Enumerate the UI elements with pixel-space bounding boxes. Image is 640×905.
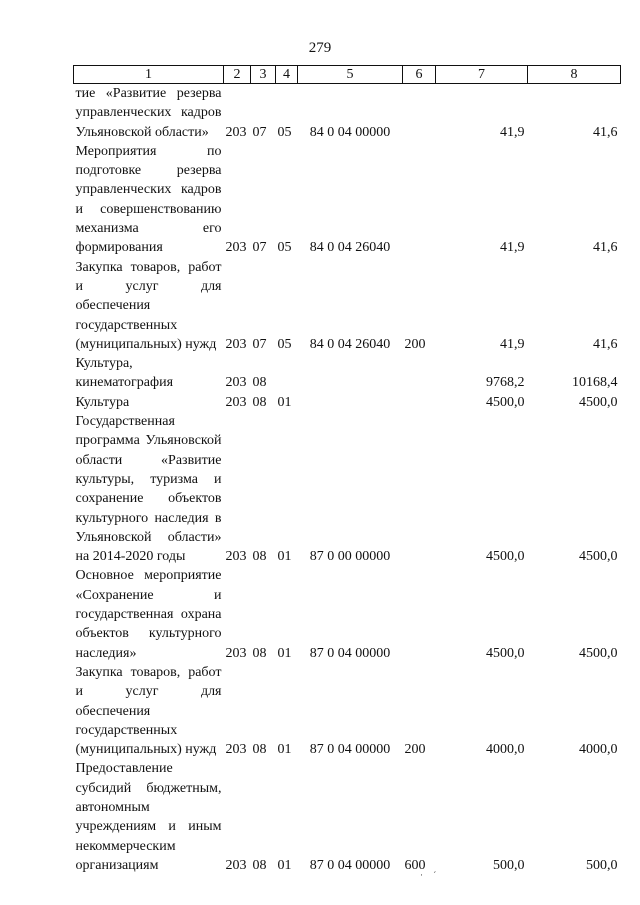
- row-admin-code: 203: [225, 124, 247, 140]
- row-target-article: 84 0 04 00000: [309, 124, 391, 140]
- row-subsection: 05: [277, 240, 292, 256]
- row-admin-code: 203: [225, 742, 247, 758]
- row-amount-year-1: 4000,0: [486, 742, 525, 758]
- row-expense-type: [403, 412, 436, 566]
- column-header: 5: [298, 66, 403, 84]
- row-subsection: 01: [277, 857, 292, 873]
- column-header: 3: [251, 66, 276, 84]
- row-section: 08: [252, 857, 267, 873]
- row-expense-type: 600: [404, 857, 426, 873]
- row-target-article: 87 0 04 00000: [309, 645, 391, 661]
- table-row: [74, 393, 621, 412]
- row-name: Государственная программа Ульяновской области «Развитие культуры, туризма и сохранение объектов культурного наследия в Ульяновской области» на 2014-2020 годы: [75, 414, 222, 565]
- row-section: 07: [252, 240, 267, 256]
- table-row: [74, 84, 621, 142]
- table-body: [74, 84, 621, 876]
- budget-table: [73, 65, 621, 875]
- column-header: 4: [276, 66, 298, 84]
- row-amount-year-1: 4500,0: [486, 645, 525, 661]
- row-subsection: 01: [277, 645, 292, 661]
- row-name: Закупка товаров, работ и услуг для обеспечения государственных (муниципальных) нужд: [75, 664, 222, 758]
- row-amount-year-1: 4500,0: [486, 394, 525, 410]
- row-target-article: 87 0 04 00000: [309, 742, 391, 758]
- row-expense-type: [403, 84, 436, 142]
- row-target-article: [298, 393, 403, 412]
- row-amount-year-2: 4500,0: [579, 394, 618, 410]
- row-section: 07: [252, 124, 267, 140]
- column-header: 2: [224, 66, 251, 84]
- row-amount-year-1: 9768,2: [486, 375, 525, 391]
- row-amount-year-1: 500,0: [493, 857, 525, 873]
- row-amount-year-2: 500,0: [586, 857, 618, 873]
- table-header-row: [74, 66, 621, 84]
- column-header: 1: [74, 66, 224, 84]
- row-admin-code: 203: [225, 857, 247, 873]
- row-target-article: 84 0 04 26040: [309, 240, 391, 256]
- row-target-article: [298, 354, 403, 393]
- row-admin-code: 203: [225, 375, 247, 391]
- column-header: 7: [436, 66, 528, 84]
- table-row: [74, 759, 621, 875]
- row-name: Предоставление субсидий бюджетным, автономным учреждениям и иным некоммерческим организациям: [75, 761, 222, 873]
- row-amount-year-2: 4000,0: [579, 742, 618, 758]
- row-target-article: 84 0 04 26040: [309, 336, 391, 352]
- row-amount-year-2: 41,6: [593, 240, 618, 256]
- row-amount-year-1: 41,9: [500, 240, 525, 256]
- row-section: 08: [252, 375, 267, 391]
- scan-specks: · ˊ: [420, 870, 441, 880]
- row-amount-year-2: 10168,4: [572, 375, 618, 391]
- table-row: [74, 663, 621, 759]
- row-name: Мероприятия по подготовке резерва управленческих кадров и совершенствованию механизма его формирования: [75, 143, 222, 256]
- row-name: Культура, кинематография: [75, 356, 174, 391]
- row-section: 07: [252, 336, 267, 352]
- row-subsection: [276, 354, 298, 393]
- row-amount-year-2: 4500,0: [579, 645, 618, 661]
- row-admin-code: 203: [225, 240, 247, 256]
- row-amount-year-1: 4500,0: [486, 549, 525, 565]
- row-subsection: 01: [277, 549, 292, 565]
- row-subsection: 01: [277, 394, 292, 410]
- row-section: 08: [252, 549, 267, 565]
- row-admin-code: 203: [225, 549, 247, 565]
- row-target-article: 87 0 04 00000: [309, 857, 391, 873]
- column-header: 6: [403, 66, 436, 84]
- row-section: 08: [252, 742, 267, 758]
- page-number: 279: [308, 40, 332, 56]
- row-subsection: 05: [277, 124, 292, 140]
- row-subsection: 05: [277, 336, 292, 352]
- row-name: Культура: [75, 394, 130, 410]
- row-amount-year-2: 41,6: [593, 124, 618, 140]
- row-expense-type: 200: [404, 336, 426, 352]
- row-expense-type: [403, 566, 436, 662]
- row-section: 08: [252, 645, 267, 661]
- row-expense-type: [403, 393, 436, 412]
- column-header: 8: [528, 66, 621, 84]
- table-row: [74, 258, 621, 354]
- row-amount-year-1: 41,9: [500, 124, 525, 140]
- row-name: тие «Развитие резерва управленческих кадров Ульяновской области»: [75, 86, 222, 140]
- row-section: 08: [252, 394, 267, 410]
- table-row: [74, 354, 621, 393]
- table-row: [74, 566, 621, 662]
- row-expense-type: 200: [404, 742, 426, 758]
- row-target-article: 87 0 00 00000: [309, 549, 391, 565]
- row-expense-type: [403, 142, 436, 258]
- row-name: Закупка товаров, работ и услуг для обеспечения государственных (муниципальных) нужд: [75, 259, 222, 352]
- row-admin-code: 203: [225, 394, 247, 410]
- row-amount-year-2: 41,6: [593, 336, 618, 352]
- row-name: Основное мероприятие «Сохранение и государственная охрана объектов культурного наследия»: [75, 568, 222, 661]
- row-admin-code: 203: [225, 645, 247, 661]
- row-expense-type: [403, 354, 436, 393]
- row-amount-year-1: 41,9: [500, 336, 525, 352]
- table-row: [74, 142, 621, 258]
- table-row: [74, 412, 621, 566]
- row-admin-code: 203: [225, 336, 247, 352]
- row-amount-year-2: 4500,0: [579, 549, 618, 565]
- row-subsection: 01: [277, 742, 292, 758]
